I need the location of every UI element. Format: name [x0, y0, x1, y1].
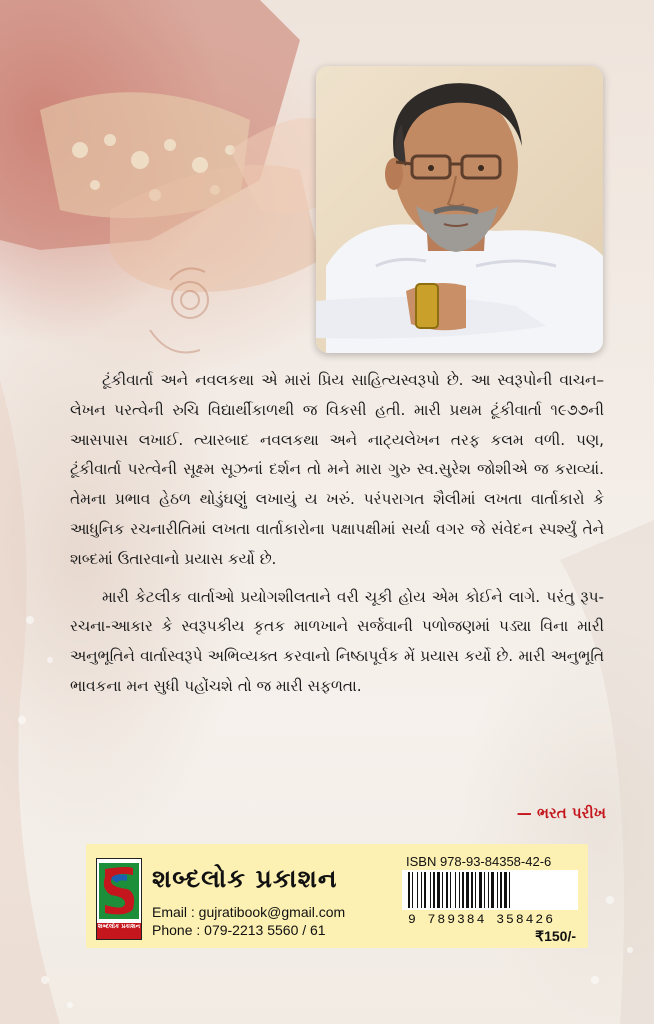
barcode-digits: 9 789384 358426: [408, 912, 556, 927]
publisher-name: શબ્દલોક પ્રકાશન: [152, 864, 338, 893]
author-blurb: [70, 366, 604, 710]
publisher-panel: [86, 844, 588, 948]
barcode-icon: [402, 870, 578, 910]
price-label: ₹150/-: [535, 928, 576, 944]
publisher-logo-icon: [97, 859, 141, 923]
author-portrait-icon: [316, 66, 603, 353]
author-photo: [316, 66, 603, 353]
isbn-barcode-area: [402, 854, 582, 942]
publisher-logo-caption: શબ્દલોક પ્રકાશન: [97, 923, 141, 939]
publisher-logo: [96, 858, 142, 940]
publisher-phone: Phone : 079-2213 5560 / 61: [152, 922, 326, 938]
blurb-paragraph-1: ટૂંકીવાર્તા અને નવલકથા એ મારાં પ્રિય સાહિત્યસ્વરૂપો છે. આ સ્વરૂપોની વાચન–લેખન પરત્વેની રુચિ વિદ્યાર્થીકાળથી જ વિકસી હતી. મારી પ્રથમ ટૂંકીવાર્તા ૧૯૭૭ની આસપાસ લખાઈ. ત્યારબાદ નવલકથા અને નાટ્યલેખન તરફ કલમ વળી. પણ, ટૂંકીવાર્તા પરત્વેની સૂક્ષ્મ સૂઝનાં દર્શન તો મને મારા ગુરુ સ્વ.સુરેશ જોશીએ જ કરાવ્યાં. તેમના પ્રભાવ હેઠળ થોડુંઘણું લખાયું ય ખરું. પરંપરાગત શૈલીમાં લખતા વાર્તાકારો કે આધુનિક રચનારીતિમાં લખતા વાર્તાકારોના પક્ષાપક્ષીમાં સર્યા વગર જે સંવેદન સ્પર્શ્યું તેને શબ્દમાં ઉતારવાનો પ્રયાસ કર્યો છે.: [70, 371, 604, 568]
publisher-email: Email : gujratibook@gmail.com: [152, 904, 346, 920]
author-signature: — ભરત પરીખ: [516, 804, 606, 822]
isbn-label: ISBN 978-93-84358-42-6: [406, 854, 552, 869]
blurb-paragraph-2: મારી કેટલીક વાર્તાઓ પ્રયોગશીલતાને વરી ચૂકી હોય એમ કોઈને લાગે. પરંતુ રૂપ-રચના-આકાર કે સ્વરૂપકીય કૃતક માળખાને સર્જવાની પળોજણમાં પડ્યા વિના મારી અનુભૂતિને વાર્તાસ્વરૂપે અભિવ્યક્ત કરવાનો નિષ્ઠાપૂર્વક મેં પ્રયાસ કર્યો છે. મારી અનુભૂતિ ભાવકના મન સુધી પહોંચશે તો જ મારી સફળતા.: [70, 587, 604, 695]
